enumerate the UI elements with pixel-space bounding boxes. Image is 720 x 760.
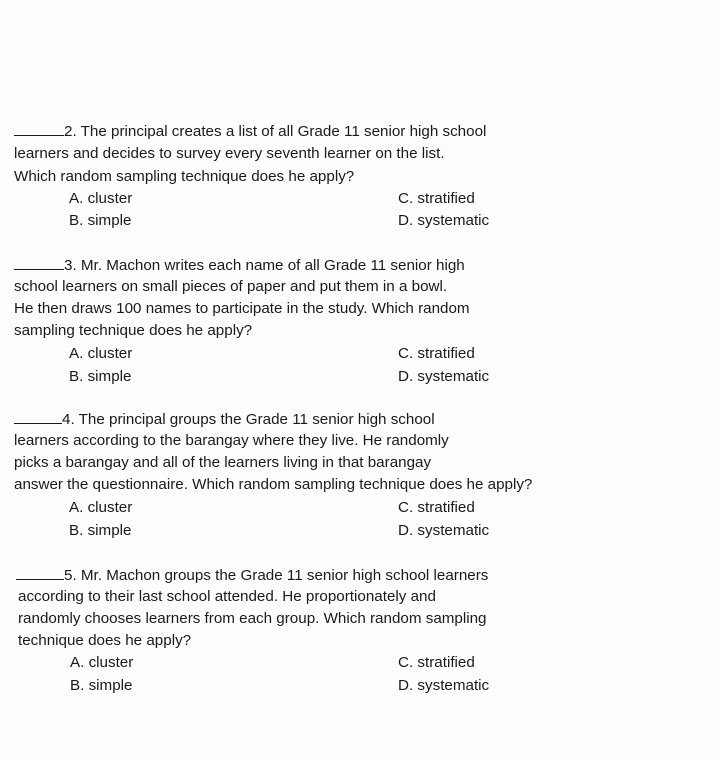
question-text: picks a barangay and all of the learners living in that barangay — [14, 454, 432, 471]
question-text: according to their last school attended. He proportionately and — [18, 588, 436, 605]
question-text: technique does he apply? — [18, 632, 192, 649]
question-number: 2. — [64, 123, 77, 140]
question-text: learners and decides to survey every seventh learner on the list. — [14, 145, 445, 162]
option-d: D. systematic — [398, 677, 490, 694]
question-first-line — [16, 565, 488, 586]
question-text: Mr. Machon writes each name of all Grade 11 senior high — [80, 257, 465, 274]
question-text: Which random sampling technique does he apply? — [14, 168, 355, 185]
question-text: sampling technique does he apply? — [14, 322, 253, 339]
option-b: B. simple — [69, 522, 132, 539]
question-number: 5. — [64, 567, 77, 584]
answer-blank[interactable] — [14, 121, 64, 136]
answer-blank[interactable] — [14, 409, 62, 424]
question-first-line — [14, 255, 465, 276]
question-number: 3. — [64, 257, 77, 274]
option-a: A. cluster — [69, 190, 133, 207]
question-text: school learners on small pieces of paper and put them in a bowl. — [14, 278, 448, 295]
question-text: learners according to the barangay where they live. He randomly — [14, 432, 449, 449]
option-c: C. stratified — [398, 190, 475, 207]
option-d: D. systematic — [398, 212, 490, 229]
option-a: A. cluster — [69, 345, 133, 362]
option-a: A. cluster — [70, 654, 134, 671]
option-c: C. stratified — [398, 654, 475, 671]
option-c: C. stratified — [398, 345, 475, 362]
option-a: A. cluster — [69, 499, 133, 516]
question-text: The principal creates a list of all Grade 11 senior high school — [80, 123, 487, 140]
question-number: 4. — [62, 411, 75, 428]
question-first-line — [14, 121, 486, 142]
option-d: D. systematic — [398, 522, 490, 539]
option-b: B. simple — [69, 212, 132, 229]
option-d: D. systematic — [398, 368, 490, 385]
question-text: The principal groups the Grade 11 senior high school — [78, 411, 435, 428]
question-text: He then draws 100 names to participate in the study. Which random — [14, 300, 470, 317]
question-text: randomly chooses learners from each group. Which random sampling — [18, 610, 487, 627]
question-text: answer the questionnaire. Which random sampling technique does he apply? — [14, 476, 533, 493]
question-text: Mr. Machon groups the Grade 11 senior high school learners — [80, 567, 489, 584]
option-c: C. stratified — [398, 499, 475, 516]
question-first-line — [14, 409, 435, 430]
option-b: B. simple — [69, 368, 132, 385]
answer-blank[interactable] — [14, 255, 64, 270]
option-b: B. simple — [70, 677, 133, 694]
answer-blank[interactable] — [16, 565, 64, 580]
